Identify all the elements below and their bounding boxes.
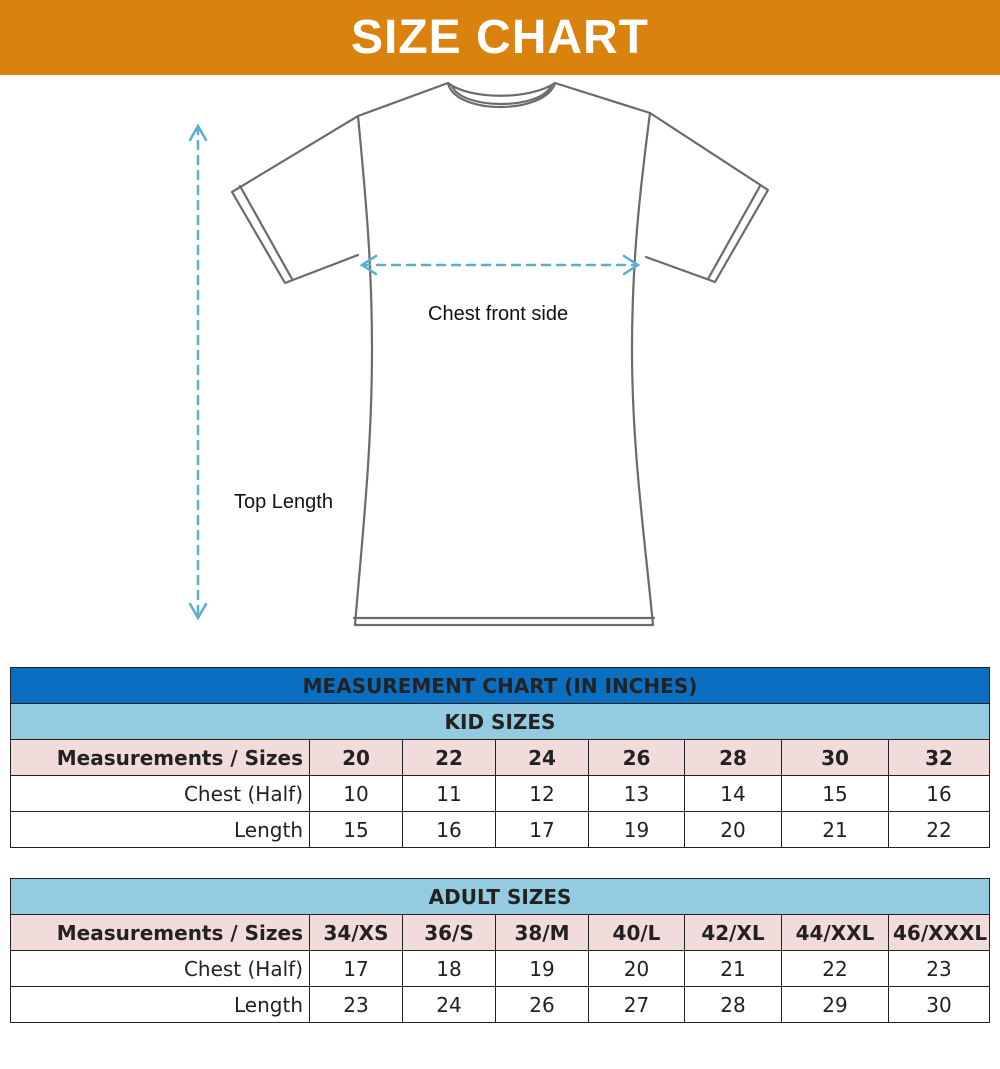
size-header: 20 xyxy=(310,740,403,776)
table-cell: 29 xyxy=(782,987,889,1023)
table-cell: 23 xyxy=(310,987,403,1023)
size-header: 26 xyxy=(589,740,685,776)
table-cell: 27 xyxy=(589,987,685,1023)
table-cell: 21 xyxy=(685,951,782,987)
table-cell: 28 xyxy=(685,987,782,1023)
table-cell: 17 xyxy=(310,951,403,987)
size-header: 32 xyxy=(889,740,990,776)
tshirt-diagram xyxy=(0,75,1000,655)
size-header: 30 xyxy=(782,740,889,776)
table-cell: 18 xyxy=(403,951,496,987)
table-cell: 15 xyxy=(310,812,403,848)
table-cell: 13 xyxy=(589,776,685,812)
table-cell: 15 xyxy=(782,776,889,812)
chest-label: Chest front side xyxy=(428,303,569,325)
page-title: SIZE CHART xyxy=(351,11,649,64)
table-cell: 23 xyxy=(889,951,990,987)
length-label: Top Length xyxy=(234,491,333,513)
table-row xyxy=(11,951,990,987)
table-cell: 11 xyxy=(403,776,496,812)
measurement-chart-title: MEASUREMENT CHART (IN INCHES) xyxy=(11,668,990,704)
size-chart-banner xyxy=(0,0,1000,75)
table-cell: 26 xyxy=(496,987,589,1023)
tshirt-outline-graphic xyxy=(0,75,1000,655)
size-header: 38/M xyxy=(496,915,589,951)
table-cell: 12 xyxy=(496,776,589,812)
size-header: 40/L xyxy=(589,915,685,951)
size-header: 46/XXXL xyxy=(889,915,990,951)
size-header: 24 xyxy=(496,740,589,776)
table-cell: 19 xyxy=(589,812,685,848)
table-cell: 30 xyxy=(889,987,990,1023)
adult-sizes-heading: ADULT SIZES xyxy=(11,879,990,915)
table-cell: 24 xyxy=(403,987,496,1023)
table-cell: 21 xyxy=(782,812,889,848)
table-row xyxy=(11,812,990,848)
table-cell: 20 xyxy=(685,812,782,848)
header-label: Measurements / Sizes xyxy=(11,915,310,951)
table-cell: 17 xyxy=(496,812,589,848)
table-row xyxy=(11,776,990,812)
kid-size-header-row xyxy=(11,740,990,776)
table-cell: 20 xyxy=(589,951,685,987)
table-cell: 22 xyxy=(889,812,990,848)
size-header: 44/XXL xyxy=(782,915,889,951)
row-label: Chest (Half) xyxy=(11,951,310,987)
size-header: 28 xyxy=(685,740,782,776)
table-cell: 10 xyxy=(310,776,403,812)
table-cell: 19 xyxy=(496,951,589,987)
table-cell: 22 xyxy=(782,951,889,987)
adult-size-table xyxy=(10,878,990,1023)
size-header: 34/XS xyxy=(310,915,403,951)
table-row xyxy=(11,987,990,1023)
size-header: 22 xyxy=(403,740,496,776)
kid-sizes-heading: KID SIZES xyxy=(11,704,990,740)
row-label: Length xyxy=(11,812,310,848)
row-label: Chest (Half) xyxy=(11,776,310,812)
size-header: 36/S xyxy=(403,915,496,951)
table-cell: 14 xyxy=(685,776,782,812)
table-cell: 16 xyxy=(403,812,496,848)
table-cell: 16 xyxy=(889,776,990,812)
header-label: Measurements / Sizes xyxy=(11,740,310,776)
adult-size-header-row xyxy=(11,915,990,951)
kid-size-table xyxy=(10,667,990,848)
size-header: 42/XL xyxy=(685,915,782,951)
row-label: Length xyxy=(11,987,310,1023)
